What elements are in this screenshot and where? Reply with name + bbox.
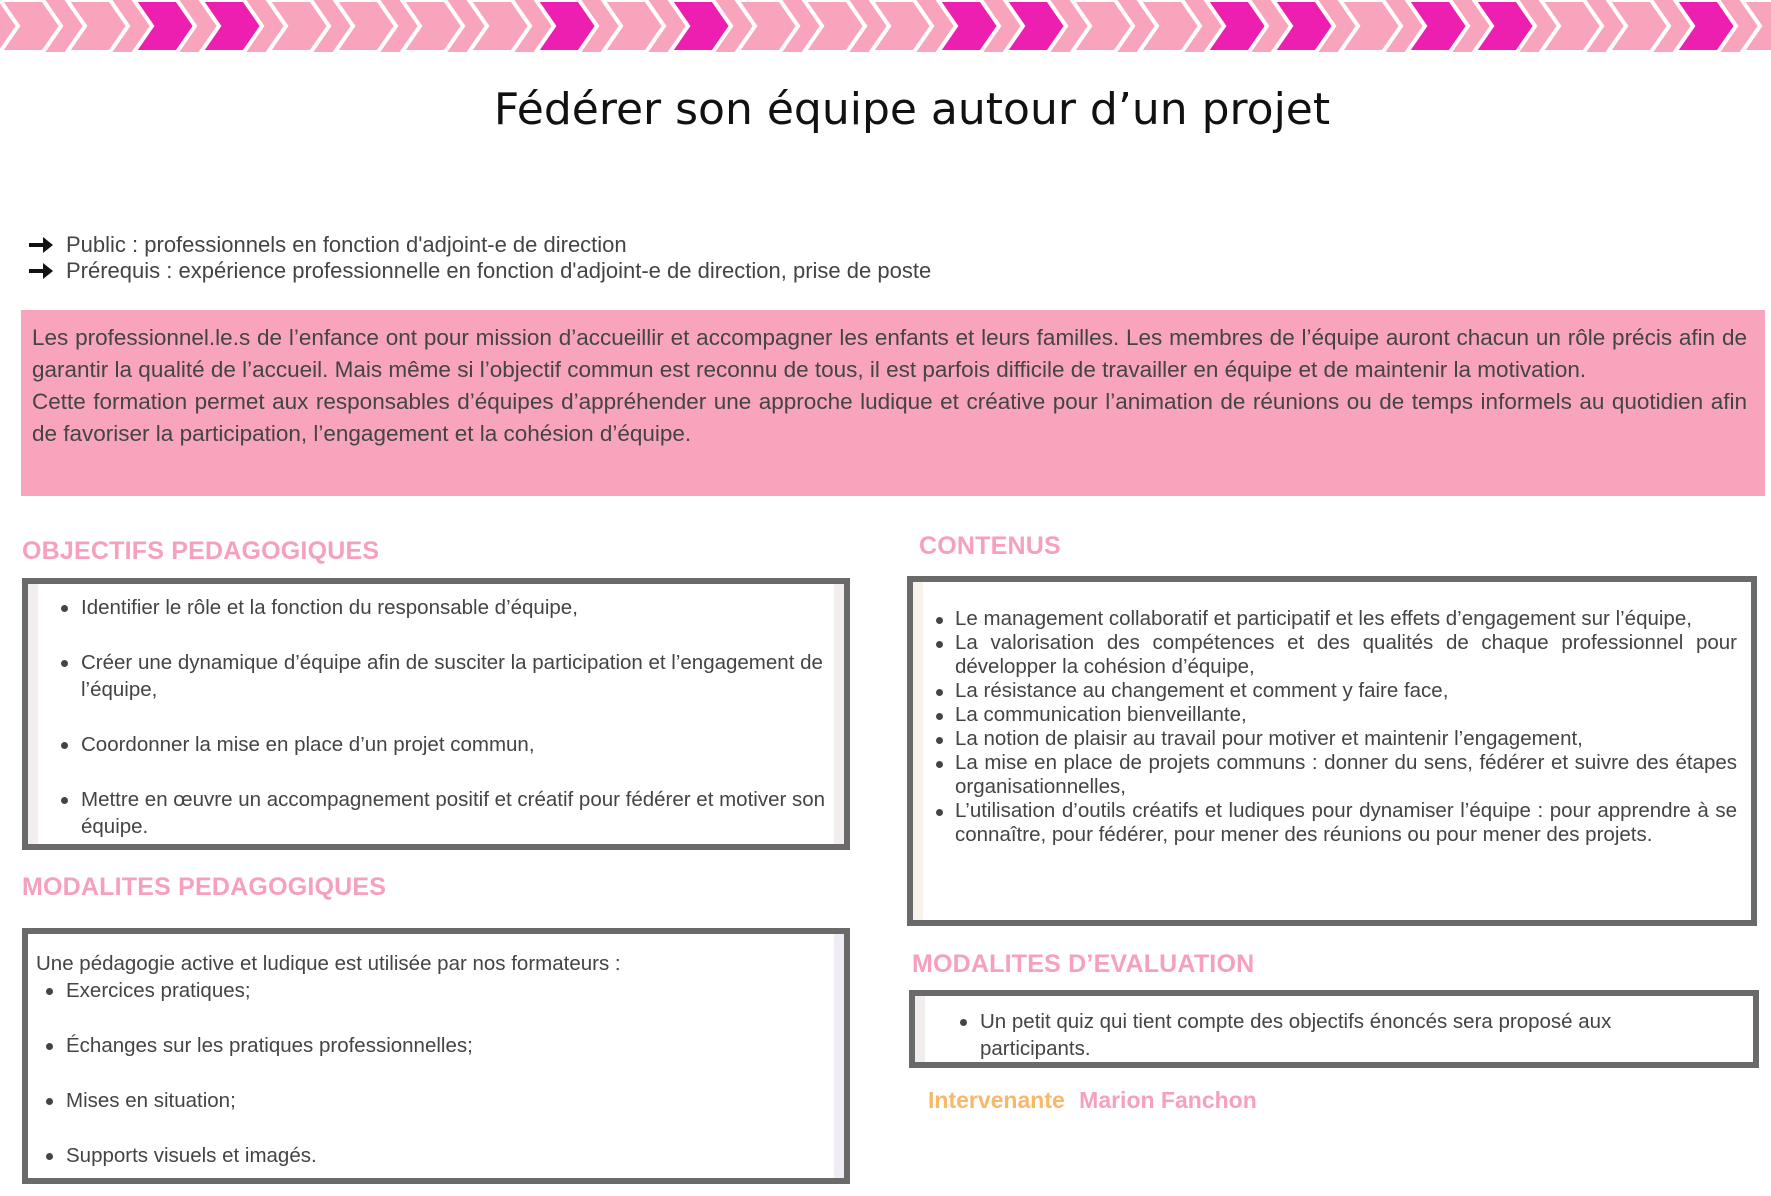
- list-item: La valorisation des compétences et des qualités de chaque professionnel pour développer la cohésion d’équipe,: [913, 631, 1737, 679]
- contenus-list: [913, 582, 1751, 847]
- list-item: Créer une dynamique d’équipe afin de susciter la participation et l’engagement de l’équipe,: [28, 649, 844, 703]
- list-item: La résistance au changement et comment y faire face,: [913, 679, 1737, 703]
- list-item: Le management collaboratif et participatif et les effets d’engagement sur l’équipe,: [913, 607, 1737, 631]
- intro-panel: [21, 310, 1765, 496]
- contenus-heading: CONTENUS: [919, 532, 1061, 560]
- list-item: Supports visuels et imagés.: [28, 1142, 844, 1169]
- list-item: La notion de plaisir au travail pour motiver et maintenir l’engagement,: [913, 727, 1737, 751]
- list-item: Échanges sur les pratiques professionnelles;: [28, 1032, 844, 1059]
- objectifs-box: [22, 578, 850, 850]
- list-item: Mettre en œuvre un accompagnement positif et créatif pour fédérer et motiver son équipe.: [28, 786, 844, 840]
- intro-paragraph-1: Les professionnel.le.s de l’enfance ont pour mission d’accueillir et accompagner les enfants et leurs familles. Les membres de l’équipe auront chacun un rôle précis afin de garantir la qualité de l’accueil. Mais même si l’objectif commun est reconnu de tous, il est parfois difficile de travailler en équipe et de maintenir la motivation.: [32, 325, 1747, 382]
- intervenant-line: [928, 1087, 1257, 1114]
- modalites-intro: Une pédagogie active et ludique est utilisée par nos formateurs :: [36, 952, 621, 975]
- contenus-box: [907, 576, 1757, 926]
- intervenant-name: Marion Fanchon: [1079, 1087, 1257, 1113]
- objectifs-heading: OBJECTIFS PEDAGOGIQUES: [22, 537, 380, 565]
- prerequisite-public: [28, 232, 931, 258]
- page-title: Fédérer son équipe autour d’un projet: [493, 84, 1331, 135]
- intro-paragraph-2: Cette formation permet aux responsables d’équipes d’appréhender une approche ludique et créative pour l’animation de réunions ou de temps informels au quotidien afin de favoriser la participation, l’engagement et la cohésion d’équipe.: [32, 389, 1747, 446]
- modalites-heading: MODALITES PEDAGOGIQUES: [22, 873, 387, 901]
- list-item: Mises en situation;: [28, 1087, 844, 1114]
- prerequisite-prerequis-text: Prérequis : expérience professionnelle en fonction d'adjoint-e de direction, prise de poste: [66, 258, 932, 283]
- modalites-box: [22, 928, 850, 1184]
- prerequisites-list: [28, 232, 931, 284]
- evaluation-box: [909, 990, 1759, 1068]
- prerequisite-public-text: Public : professionnels en fonction d'adjoint-e de direction: [66, 232, 627, 257]
- arrow-right-icon: [28, 262, 54, 280]
- objectifs-list: [28, 584, 844, 840]
- list-item: L’utilisation d’outils créatifs et ludiques pour dynamiser l’équipe : pour apprendre à se connaître, pour fédérer, pour mener des réunions ou pour mener des projets.: [913, 799, 1737, 847]
- evaluation-list: [915, 996, 1753, 1062]
- list-item: Exercices pratiques;: [28, 977, 844, 1004]
- list-item: La communication bienveillante,: [913, 703, 1737, 727]
- arrow-right-icon: [28, 236, 54, 254]
- intervenant-label: Intervenante: [928, 1087, 1065, 1113]
- modalites-list: [28, 977, 844, 1169]
- list-item: Un petit quiz qui tient compte des objectifs énoncés sera proposé aux participants.: [915, 1008, 1713, 1062]
- list-item: Coordonner la mise en place d’un projet commun,: [28, 731, 844, 758]
- prerequisite-prerequis: [28, 258, 931, 284]
- chevron-banner: [0, 0, 1771, 52]
- list-item: Identifier le rôle et la fonction du responsable d’équipe,: [28, 594, 844, 621]
- list-item: La mise en place de projets communs : donner du sens, fédérer et suivre des étapes organisationnelles,: [913, 751, 1737, 799]
- evaluation-heading: MODALITES D’EVALUATION: [912, 950, 1255, 978]
